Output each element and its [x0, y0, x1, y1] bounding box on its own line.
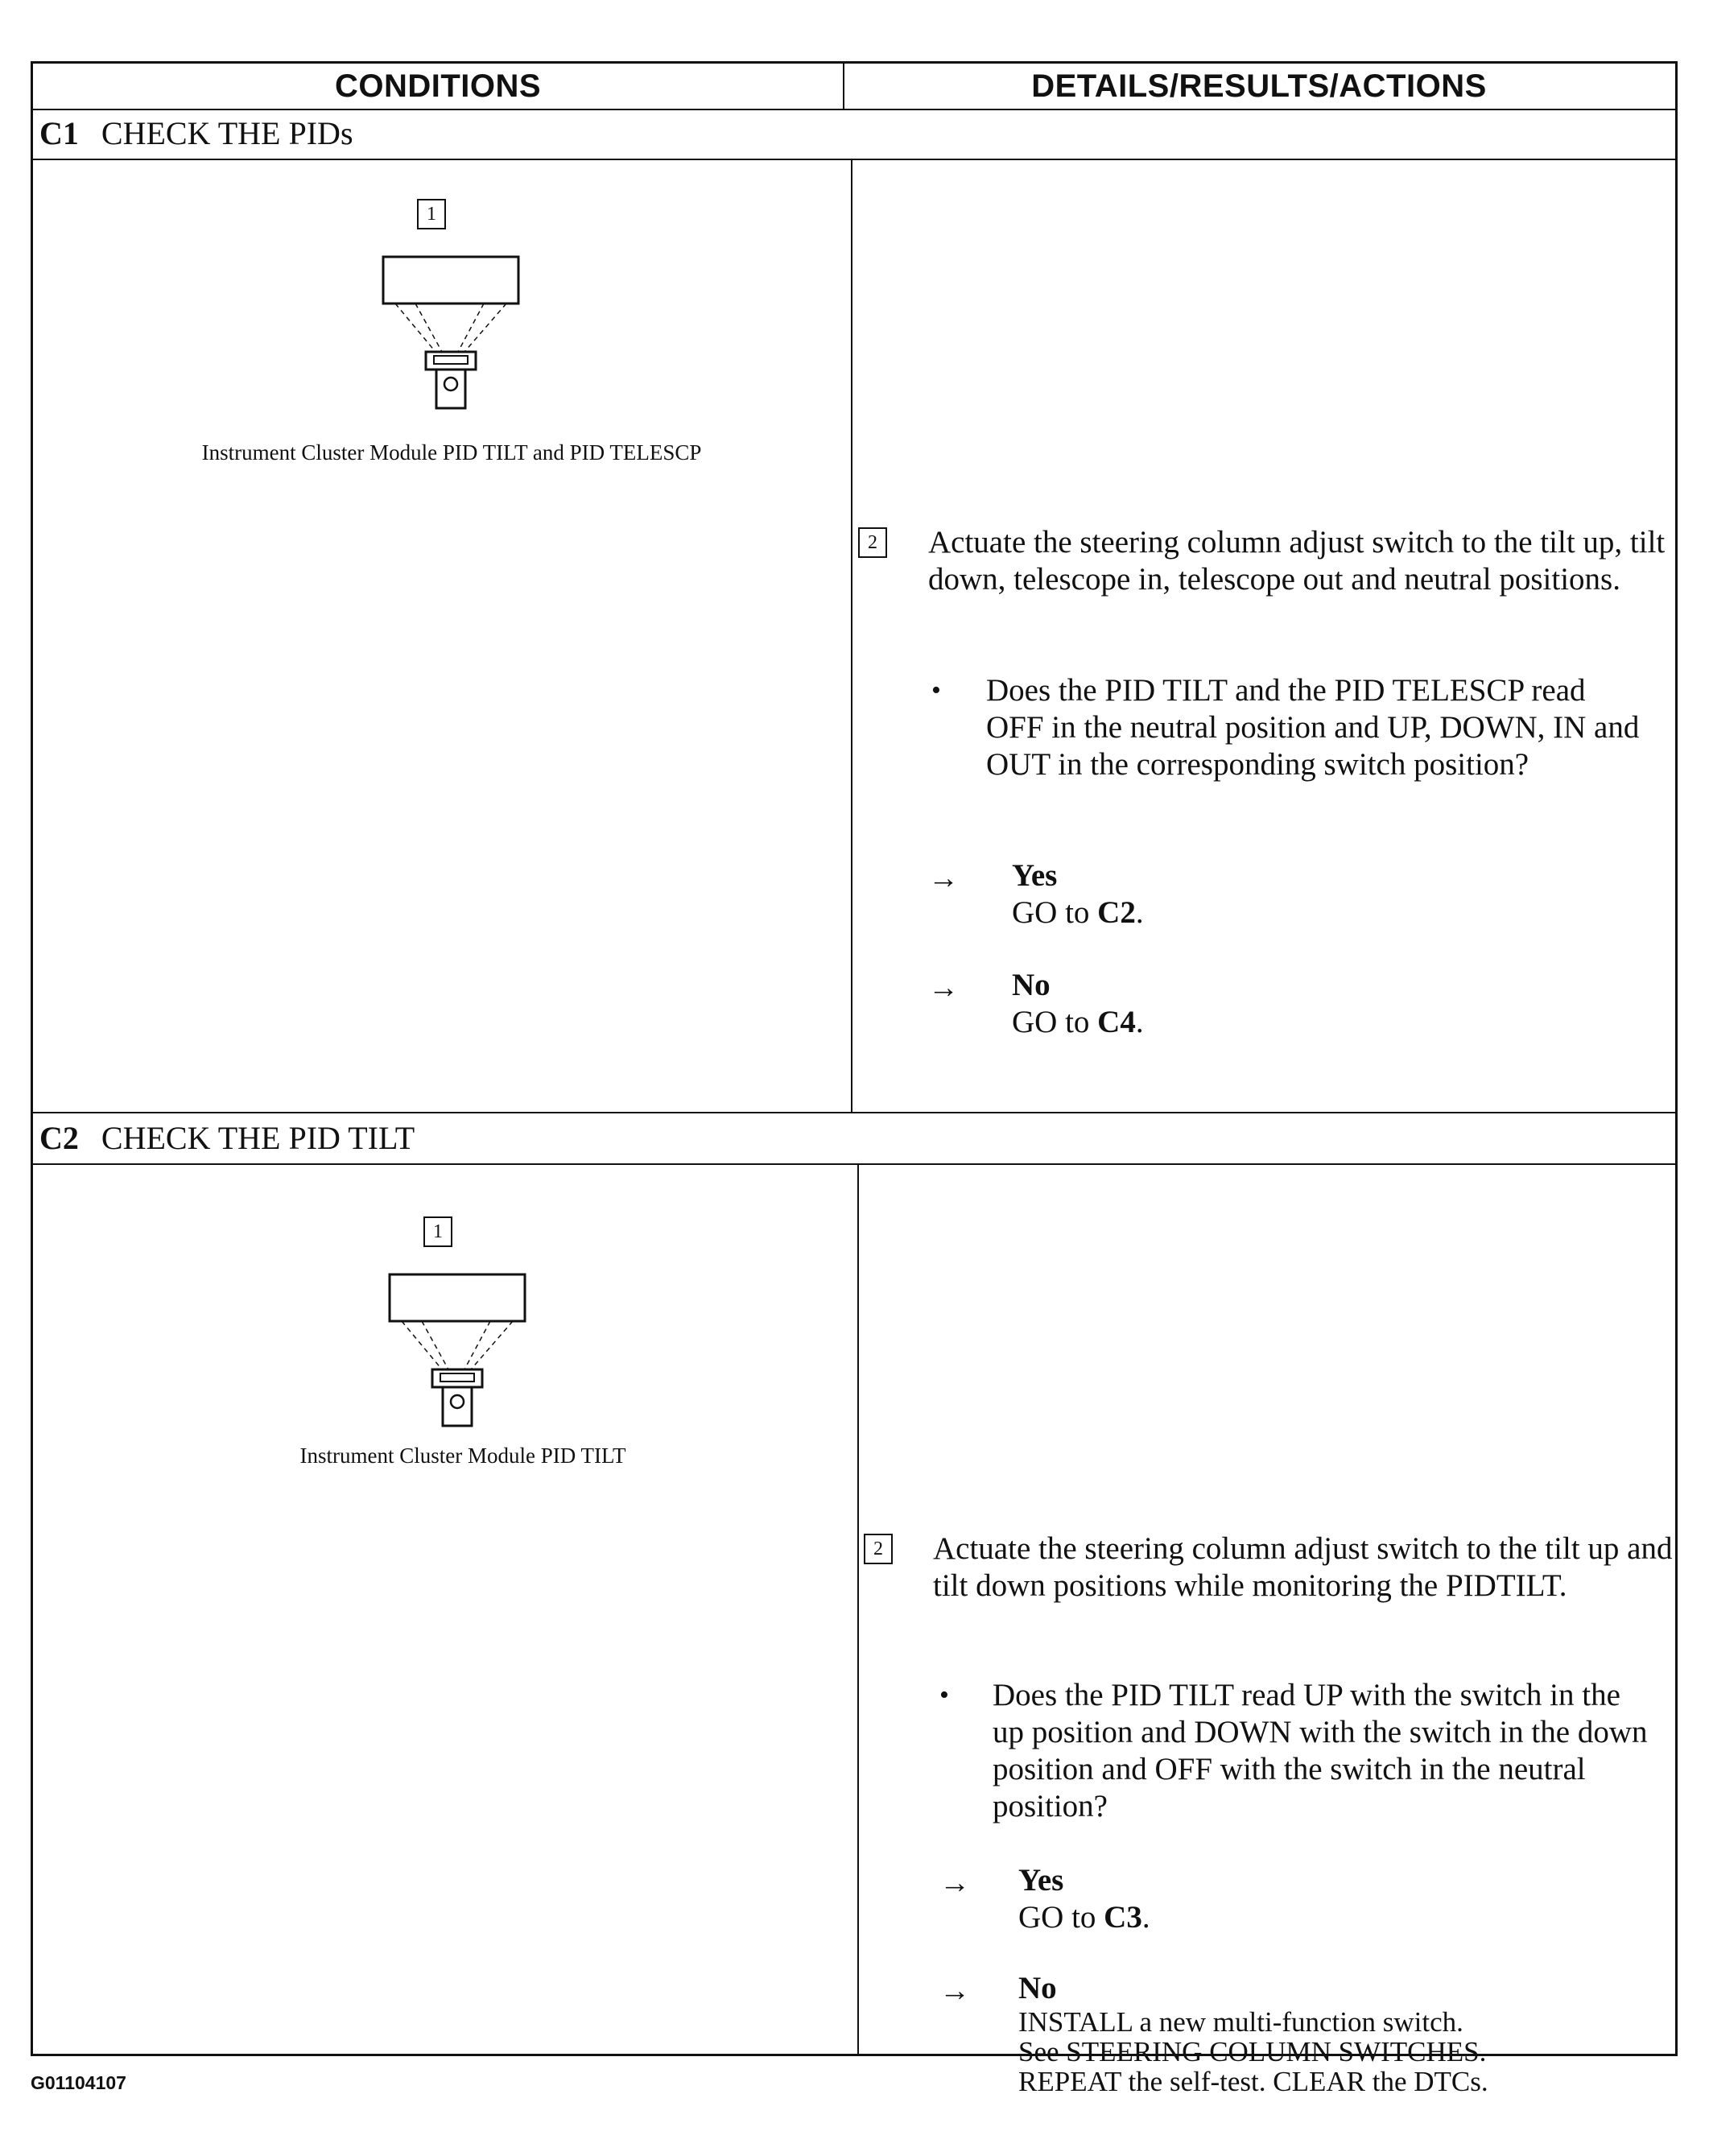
section-code: C1 — [39, 114, 79, 151]
arrow-right-icon: → — [939, 1866, 970, 1900]
scan-tool-diagram — [339, 199, 524, 424]
step-marker: 2 — [858, 527, 887, 558]
yes-label: Yes — [1012, 858, 1058, 893]
question-text: Does the PID TILT and the PID TELESCP read OFF in the neutral position and UP, DOWN, IN and OUT in the corresponding switch position? — [986, 673, 1640, 782]
no-outcome — [1012, 967, 1656, 1041]
no-label: No — [1012, 968, 1051, 1002]
yes-outcome — [1018, 1862, 1662, 1936]
section-divider — [33, 159, 1675, 160]
figure-step-marker: 1 — [423, 1216, 452, 1247]
scan-tool-icon — [339, 199, 524, 424]
figure-step-marker: 1 — [417, 199, 446, 229]
header-conditions: CONDITIONS — [334, 68, 542, 104]
yes-outcome — [1012, 857, 1656, 931]
section-title-c1 — [39, 109, 353, 157]
figure-code: G01104107 — [31, 2072, 126, 2093]
section-title-c2 — [39, 1113, 415, 1162]
no-action-line: INSTALL a new multi-function switch. — [1018, 2006, 1463, 2038]
question-text: Does the PID TILT read UP with the switch in the up position and DOWN with the switch in the down position and OFF with the switch in the neutral position? — [993, 1678, 1648, 1824]
section-divider — [33, 1163, 1675, 1165]
no-label: No — [1018, 1971, 1057, 2005]
figure-caption: Instrument Cluster Module PID TILT and PID TELESCP — [201, 440, 702, 465]
bullet-icon: • — [939, 1680, 949, 1710]
instruction-text: Actuate the steering column adjust switch to the tilt up, tilt down, telescope in, telescope out and neutral positions. — [928, 525, 1666, 597]
header-column-divider — [843, 64, 844, 109]
figure-caption: Instrument Cluster Module PID TILT — [299, 1444, 626, 1468]
no-action-line: See STEERING COLUMN SWITCHES. — [1018, 2036, 1487, 2067]
section-title-text: CHECK THE PIDs — [101, 114, 353, 151]
yes-label: Yes — [1018, 1863, 1064, 1898]
scan-tool-icon — [345, 1216, 530, 1442]
header-details: DETAILS/RESULTS/ACTIONS — [1031, 68, 1487, 104]
step-marker: 2 — [864, 1534, 893, 1564]
yes-action: GO to C2. — [1012, 895, 1144, 930]
yes-action: GO to C3. — [1018, 1900, 1150, 1935]
column-divider — [851, 159, 852, 1112]
instruction-text: Actuate the steering column adjust switch to the tilt up and tilt down positions while monitoring the PIDTILT. — [933, 1531, 1673, 1603]
no-action-line: REPEAT the self-test. CLEAR the DTCs. — [1018, 2066, 1488, 2097]
section-title-text: CHECK THE PID TILT — [101, 1119, 415, 1156]
scan-tool-diagram — [345, 1216, 530, 1442]
arrow-right-icon: → — [939, 1974, 970, 2008]
section-code: C2 — [39, 1119, 79, 1156]
no-action: GO to C4. — [1012, 1005, 1144, 1039]
arrow-right-icon: → — [928, 971, 959, 1005]
arrow-right-icon: → — [928, 861, 959, 895]
column-divider — [857, 1163, 859, 2055]
no-outcome — [1018, 1970, 1662, 2096]
bullet-icon: • — [931, 675, 941, 705]
